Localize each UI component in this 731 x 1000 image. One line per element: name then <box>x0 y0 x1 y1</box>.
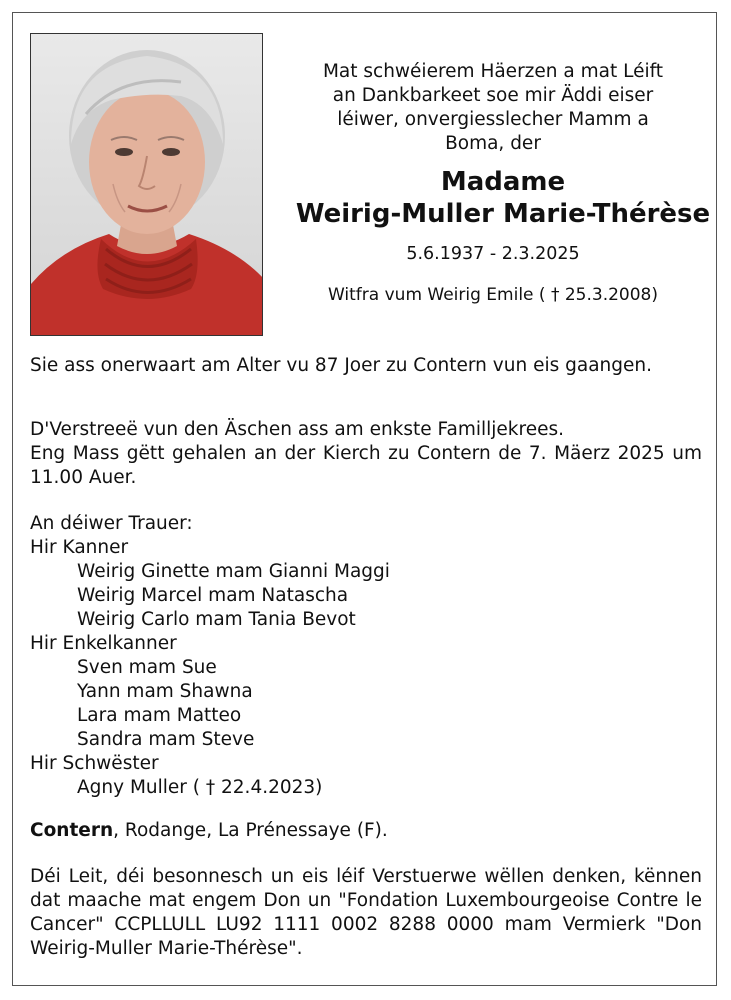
grandchildren-label: Hir Enkelkanner <box>30 633 177 654</box>
deceased-name: Weirig-Muller Marie-Thérèse <box>295 199 711 229</box>
scattering-text: D'Verstreeë vun den Äschen ass am enkste Familljekrees. <box>30 419 564 440</box>
children-label: Hir Kanner <box>30 537 129 558</box>
mourners-list <box>30 512 702 800</box>
grandchild-entry: Yann mam Shawna <box>77 681 253 702</box>
sister-label: Hir Schwëster <box>30 753 159 774</box>
grandchild-entry: Lara mam Matteo <box>77 705 242 726</box>
primary-place: Contern <box>30 820 114 841</box>
intro-line: Mat schwéierem Häerzen a mat Léift <box>322 61 664 82</box>
grandchild-entry: Sandra mam Steve <box>77 729 255 750</box>
passed-away-text: Sie ass onerwaart am Alter vu 87 Joer zu Contern vun eis gaangen. <box>30 355 652 376</box>
grandchild-entry: Sven mam Sue <box>77 657 217 678</box>
donation-text: Déi Leit, déi besonnesch un eis léif Verstuerwe wëllen denken, kënnen dat maache mat engem Don un "Fondation Luxembourgeoise Contre le Cancer" CCPLLULL LU92 1111 0002 8288 0000 mam Vermierk "Don Weirig-Muller Marie-Thérèse". <box>30 866 702 959</box>
other-places: , Rodange, La Prénessaye (F). <box>113 820 388 841</box>
life-dates: 5.6.1937 - 2.3.2025 <box>406 244 580 264</box>
mourners-heading: An déiwer Trauer: <box>30 513 193 534</box>
mass-text: Eng Mass gëtt gehalen an der Kierch zu Contern de 7. Mäerz 2025 um 11.00 Auer. <box>30 443 702 488</box>
intro-line: an Dankbarkeet soe mir Äddi eiser <box>332 85 654 106</box>
portrait-photo <box>30 33 263 336</box>
places-line <box>30 819 702 843</box>
intro-text <box>283 60 703 156</box>
child-entry: Weirig Carlo mam Tania Bevot <box>77 609 356 630</box>
intro-line: Boma, der <box>445 133 541 154</box>
child-entry: Weirig Marcel mam Natascha <box>77 585 349 606</box>
intro-line: léiwer, onvergiesslecher Mamm a <box>337 109 649 130</box>
child-entry: Weirig Ginette mam Gianni Maggi <box>77 561 390 582</box>
widow-line: Witfra vum Weirig Emile ( † 25.3.2008) <box>327 285 659 305</box>
sister-entry: Agny Muller ( † 22.4.2023) <box>77 777 323 798</box>
deceased-title: Madame <box>440 167 566 197</box>
